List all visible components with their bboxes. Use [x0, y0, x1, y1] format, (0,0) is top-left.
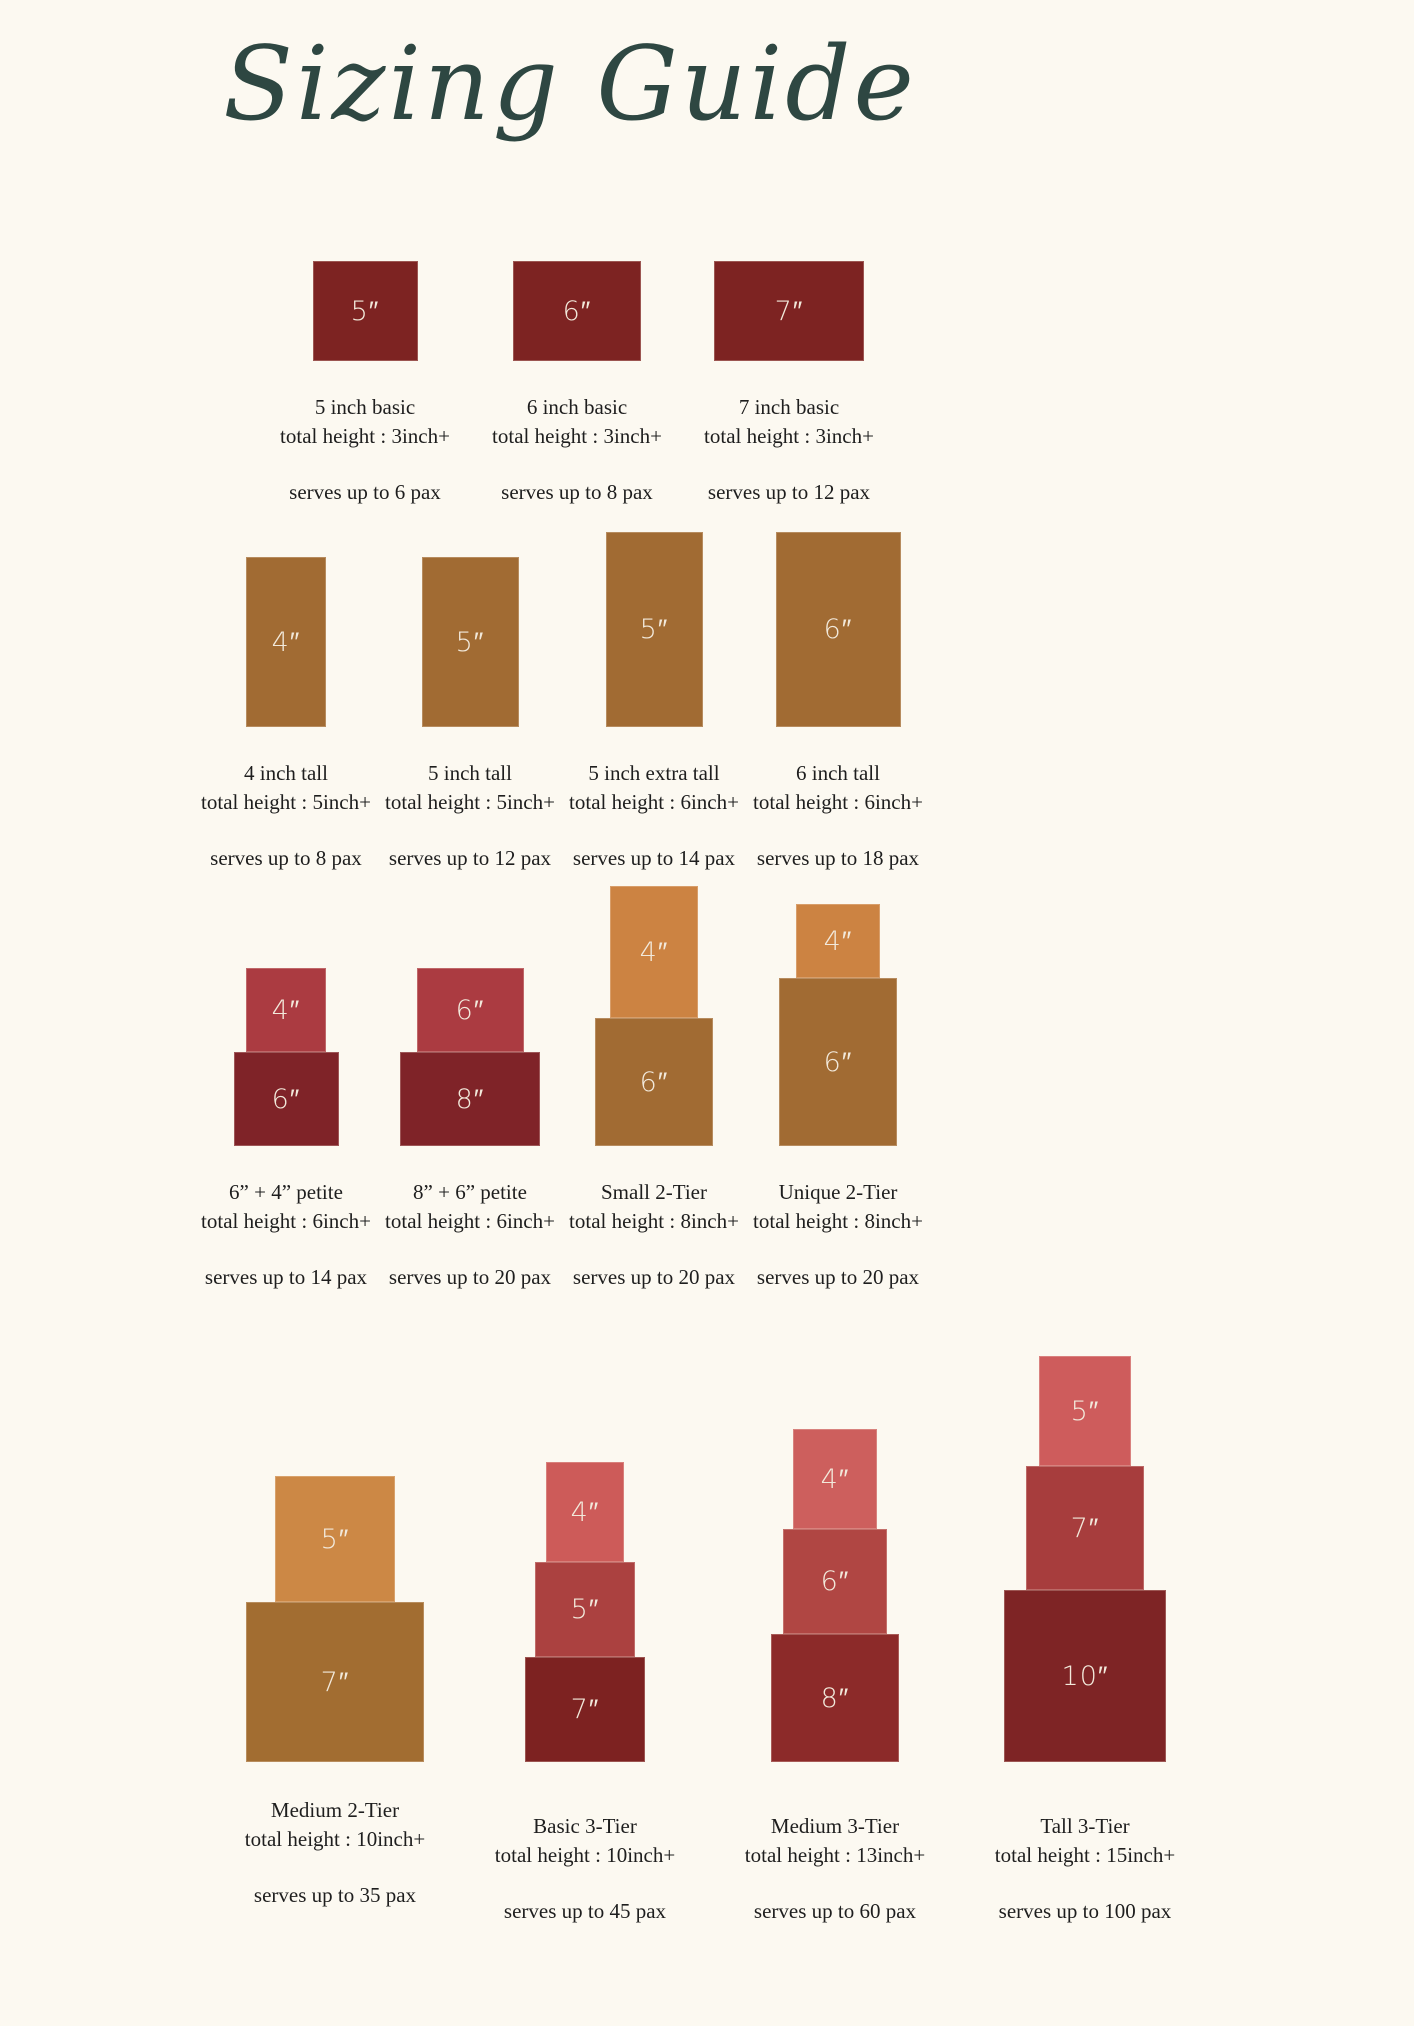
- cake-name: 5 inch tall: [428, 761, 512, 786]
- cake-tier-top: [796, 904, 880, 978]
- tier-size-label: 5″: [570, 1594, 600, 1626]
- cake-serves: serves up to 6 pax: [289, 480, 441, 505]
- cake-card-medium-3-tier: [710, 1356, 960, 1926]
- cake-total-height: total height : 8inch+: [569, 1209, 739, 1234]
- cake-card-8-6-petite: [378, 886, 562, 1292]
- cake-tier-bottom: [595, 1018, 713, 1146]
- cake-tier: [776, 532, 901, 727]
- cake-serves: serves up to 60 pax: [753, 1899, 917, 1924]
- cake-tier-middle: [1026, 1466, 1144, 1590]
- cake-stack: [714, 261, 864, 361]
- cake-stack: [246, 1356, 424, 1762]
- cake-stack: [779, 886, 897, 1146]
- cake-stack: [234, 886, 339, 1146]
- cake-tier-top: [610, 886, 698, 1018]
- tier-size-label: 6″: [820, 1566, 850, 1598]
- cake-caption: [492, 393, 662, 507]
- cake-caption: [245, 1796, 425, 1910]
- cake-stack: [606, 532, 703, 727]
- cake-serves: serves up to 45 pax: [503, 1899, 667, 1924]
- cake-name: 4 inch tall: [244, 761, 328, 786]
- cake-card-5-inch-extra-tall: [562, 532, 746, 873]
- cake-tier-top: [417, 968, 524, 1052]
- tier-size-label: 7″: [570, 1694, 600, 1726]
- tier-size-label: 7″: [774, 295, 804, 327]
- cake-total-height: total height : 10inch+: [244, 1827, 426, 1852]
- tier-size-label: 5″: [1070, 1395, 1100, 1427]
- tier-size-label: 7″: [1070, 1512, 1100, 1544]
- tier-size-label: 4″: [271, 626, 301, 658]
- tier-size-label: 4″: [820, 1463, 850, 1495]
- cake-caption: [704, 393, 874, 507]
- cake-tier: [246, 557, 326, 727]
- cake-tier-bottom: [779, 978, 897, 1146]
- cake-name: 6” + 4” petite: [229, 1180, 343, 1205]
- tier-size-label: 4″: [823, 925, 853, 957]
- cake-serves: serves up to 12 pax: [707, 480, 871, 505]
- cake-name: 7 inch basic: [738, 395, 840, 420]
- cake-stack: [422, 532, 519, 727]
- cake-stack: [246, 532, 326, 727]
- tier-size-label: 4″: [570, 1496, 600, 1528]
- cake-name: Basic 3-Tier: [533, 1814, 637, 1839]
- cake-stack: [313, 261, 418, 361]
- cake-total-height: total height : 3inch+: [704, 424, 874, 449]
- cake-tier: [714, 261, 864, 361]
- tier-size-label: 7″: [320, 1666, 350, 1698]
- cake-tier-bottom: [234, 1052, 339, 1146]
- cake-serves: serves up to 35 pax: [253, 1883, 417, 1908]
- cake-stack: [595, 886, 713, 1146]
- cake-name: 6 inch tall: [796, 761, 880, 786]
- cake-name: 5 inch basic: [314, 395, 416, 420]
- cake-total-height: total height : 6inch+: [385, 1209, 555, 1234]
- cake-serves: serves up to 18 pax: [756, 846, 920, 871]
- cake-stack: [771, 1356, 899, 1762]
- cake-total-height: total height : 15inch+: [994, 1843, 1176, 1868]
- cake-name: Tall 3-Tier: [1040, 1814, 1130, 1839]
- cake-card-6-inch-basic: [471, 261, 683, 507]
- cake-stack: [1004, 1356, 1166, 1762]
- tier-size-label: 6″: [639, 1066, 669, 1098]
- tier-size-label: 5″: [455, 626, 485, 658]
- cake-card-7-inch-basic: [683, 261, 895, 507]
- cake-serves: serves up to 20 pax: [388, 1265, 552, 1290]
- cake-card-unique-2-tier: [746, 886, 930, 1292]
- cake-total-height: total height : 3inch+: [492, 424, 662, 449]
- cake-caption: [995, 1812, 1175, 1926]
- cake-tier-bottom: [246, 1602, 424, 1762]
- cake-total-height: total height : 5inch+: [385, 790, 555, 815]
- tier-size-label: 6″: [455, 994, 485, 1026]
- cake-tier-bottom: [771, 1634, 899, 1762]
- tier-size-label: 6″: [562, 295, 592, 327]
- cake-serves: serves up to 100 pax: [998, 1899, 1172, 1924]
- cake-tier-bottom: [1004, 1590, 1166, 1762]
- cake-total-height: total height : 3inch+: [280, 424, 450, 449]
- cake-serves: serves up to 20 pax: [756, 1265, 920, 1290]
- cake-caption: [495, 1812, 675, 1926]
- cake-caption: [201, 759, 371, 873]
- tier-size-label: 10″: [1061, 1660, 1109, 1692]
- cake-card-6-inch-tall: [746, 532, 930, 873]
- cake-tier-top: [793, 1429, 877, 1529]
- row-two-tier-cakes: [194, 886, 1414, 1292]
- cake-caption: [745, 1812, 925, 1926]
- tier-size-label: 6″: [271, 1083, 301, 1115]
- cake-tier-top: [246, 968, 326, 1052]
- cake-name: 6 inch basic: [526, 395, 628, 420]
- cake-caption: [385, 1178, 555, 1292]
- cake-serves: serves up to 8 pax: [210, 846, 362, 871]
- row-large-tier-cakes: [210, 1356, 1414, 1926]
- cake-serves: serves up to 20 pax: [572, 1265, 736, 1290]
- tier-size-label: 8″: [455, 1083, 485, 1115]
- cake-total-height: total height : 8inch+: [753, 1209, 923, 1234]
- tier-size-label: 5″: [350, 295, 380, 327]
- cake-tier-bottom: [400, 1052, 540, 1146]
- cake-caption: [280, 393, 450, 507]
- cake-total-height: total height : 6inch+: [753, 790, 923, 815]
- cake-card-5-inch-basic: [259, 261, 471, 507]
- tier-size-label: 6″: [823, 1046, 853, 1078]
- cake-stack: [525, 1356, 645, 1762]
- cake-serves: serves up to 12 pax: [388, 846, 552, 871]
- cake-card-4-inch-tall: [194, 532, 378, 873]
- cake-caption: [569, 759, 739, 873]
- page-title: Sizing Guide: [223, 25, 917, 144]
- cake-serves: serves up to 14 pax: [204, 1265, 368, 1290]
- cake-tier-top: [275, 1476, 395, 1602]
- cake-name: Medium 2-Tier: [270, 1798, 400, 1823]
- cake-tier: [422, 557, 519, 727]
- tier-size-label: 5″: [639, 614, 669, 646]
- tier-size-label: 8″: [820, 1682, 850, 1714]
- cake-tier: [513, 261, 641, 361]
- cake-total-height: total height : 5inch+: [201, 790, 371, 815]
- cake-card-basic-3-tier: [460, 1356, 710, 1926]
- cake-card-6-4-petite: [194, 886, 378, 1292]
- cake-tier: [606, 532, 703, 727]
- cake-card-tall-3-tier: [960, 1356, 1210, 1926]
- tier-size-label: 6″: [823, 614, 853, 646]
- cake-name: Small 2-Tier: [601, 1180, 707, 1205]
- cake-card-small-2-tier: [562, 886, 746, 1292]
- cake-card-5-inch-tall: [378, 532, 562, 873]
- cake-total-height: total height : 13inch+: [744, 1843, 926, 1868]
- cake-tier-top: [1039, 1356, 1131, 1466]
- row-tall-cakes: [194, 532, 1414, 873]
- tier-size-label: 4″: [639, 936, 669, 968]
- cake-caption: [753, 1178, 923, 1292]
- sizing-guide-poster: [0, 26, 1414, 2026]
- cake-tier-middle: [535, 1562, 635, 1657]
- cake-stack: [513, 261, 641, 361]
- cake-card-medium-2-tier: [210, 1356, 460, 1926]
- cake-caption: [385, 759, 555, 873]
- cake-caption: [201, 1178, 371, 1292]
- cake-tier: [313, 261, 418, 361]
- cake-name: Unique 2-Tier: [778, 1180, 898, 1205]
- cake-tier-bottom: [525, 1657, 645, 1762]
- cake-serves: serves up to 14 pax: [572, 846, 736, 871]
- cake-serves: serves up to 8 pax: [501, 480, 653, 505]
- cake-tier-top: [546, 1462, 624, 1562]
- cake-total-height: total height : 10inch+: [494, 1843, 676, 1868]
- cake-tier-middle: [783, 1529, 887, 1634]
- cake-name: Medium 3-Tier: [770, 1814, 900, 1839]
- cake-name: 5 inch extra tall: [588, 761, 720, 786]
- cake-name: 8” + 6” petite: [413, 1180, 527, 1205]
- cake-stack: [400, 886, 540, 1146]
- cake-total-height: total height : 6inch+: [201, 1209, 371, 1234]
- cake-stack: [776, 532, 901, 727]
- cake-caption: [569, 1178, 739, 1292]
- tier-size-label: 5″: [320, 1523, 350, 1555]
- cake-total-height: total height : 6inch+: [569, 790, 739, 815]
- cake-caption: [753, 759, 923, 873]
- tier-size-label: 4″: [271, 994, 301, 1026]
- row-basic-cakes: [259, 261, 1414, 507]
